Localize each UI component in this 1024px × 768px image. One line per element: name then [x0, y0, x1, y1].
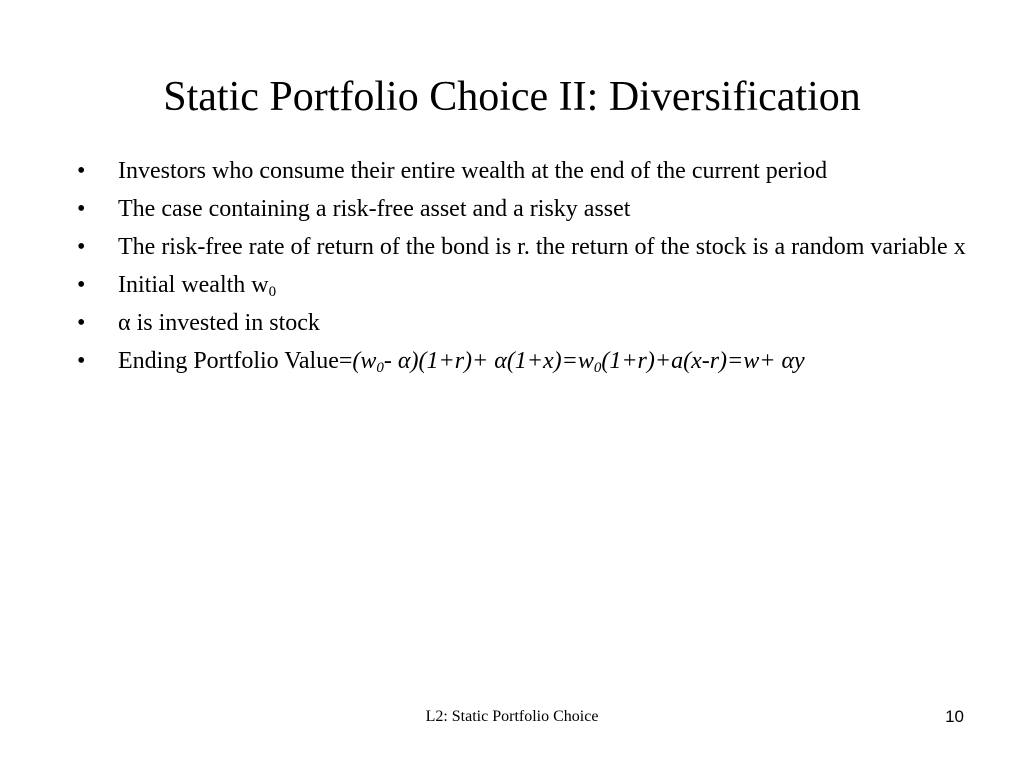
bullet-item [77, 346, 977, 376]
bullet-marker: • [77, 196, 86, 222]
portfolio-formula [352, 348, 804, 374]
bullet-text: The case containing a risk-free asset and a risky asset [118, 196, 631, 222]
bullet-text: α is invested in stock [118, 310, 320, 336]
slide-title: Static Portfolio Choice II: Diversification [163, 74, 861, 120]
bullet-item [77, 156, 977, 186]
slide-number: 10 [945, 707, 964, 726]
subscript: 0 [593, 360, 602, 376]
bullet-item [77, 308, 977, 338]
bullet-item [77, 232, 977, 262]
slide-footer: L2: Static Portfolio Choice [425, 708, 599, 725]
bullet-marker: • [77, 348, 86, 374]
subscript: 0 [376, 360, 384, 376]
bullet-marker: • [77, 310, 86, 336]
bullet-text: The risk-free rate of return of the bond is r. the return of the stock is a random variable x [118, 234, 966, 260]
formula-prefix: Ending Portfolio Value= [118, 348, 353, 374]
bullet-marker: • [77, 234, 86, 260]
bullet-text: Investors who consume their entire wealth at the end of the current period [118, 158, 828, 184]
bullet-item [77, 270, 977, 300]
bullet-marker: • [77, 158, 86, 184]
subscript: 0 [268, 284, 277, 300]
bullet-list [77, 156, 977, 384]
bullet-marker: • [77, 272, 86, 298]
formula-part: (1+r)+a(x-r)=w+ αy [601, 348, 805, 374]
formula-part: - α)(1+r)+ α(1+x)=w [383, 348, 594, 374]
bullet-item [77, 194, 977, 224]
bullet-text [118, 348, 805, 374]
formula-part: (w [352, 348, 377, 374]
bullet-text-main: Initial wealth w [118, 272, 269, 298]
bullet-text [118, 272, 276, 298]
